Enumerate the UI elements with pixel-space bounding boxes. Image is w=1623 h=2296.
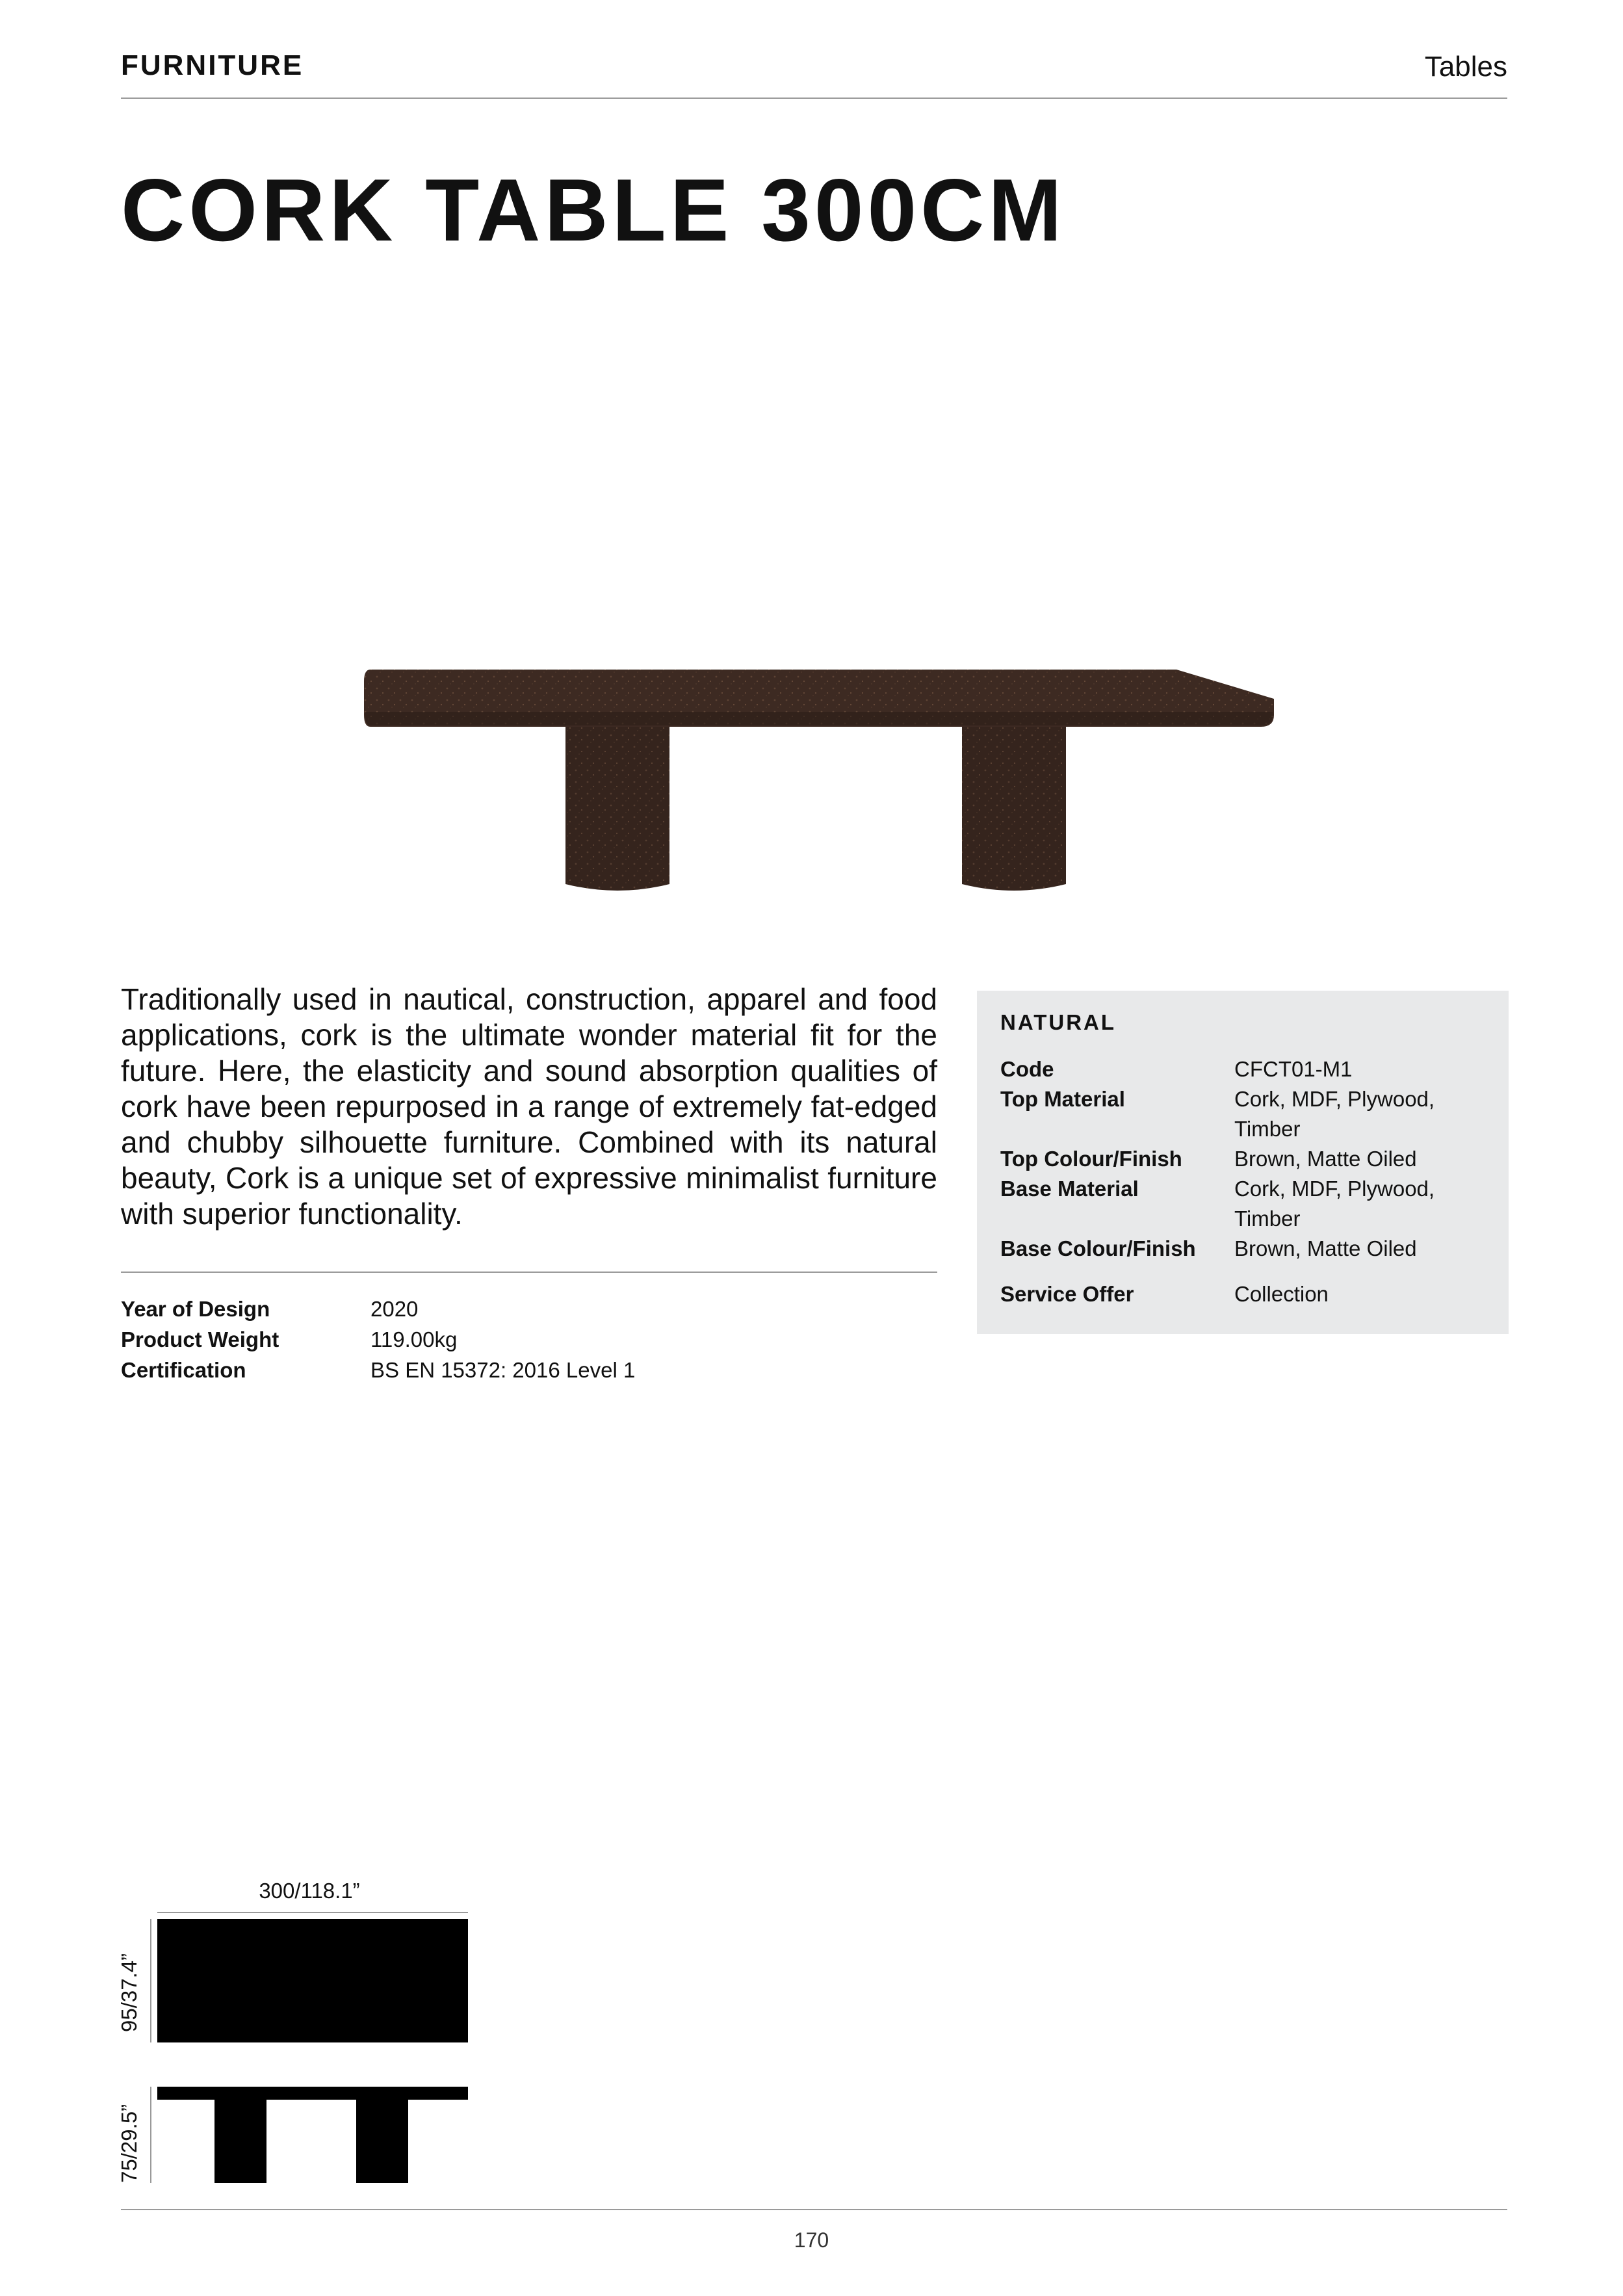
- spec-value: BS EN 15372: 2016 Level 1: [370, 1358, 636, 1382]
- footer-rule: [121, 2209, 1507, 2210]
- finish-row: [1000, 1234, 1481, 1264]
- finish-row: [1000, 1144, 1481, 1174]
- finish-value: Cork, MDF, Plywood, Timber: [1234, 1087, 1435, 1141]
- elevation-leg-left: [214, 2100, 266, 2183]
- finish-value: Collection: [1234, 1282, 1329, 1306]
- finish-label: Base Colour/Finish: [1000, 1236, 1196, 1260]
- product-description: Traditionally used in nautical, construction, apparel and food applications, cork is the ultimate wonder material fit for the future. Here, the elasticity and sound absorption qualities of cork have been repurposed in a range of extremely fat-edged and chubby silhouette furniture. Combined with its natural beauty, Cork is a unique set of expressive minimalist furniture with superior functionality.: [121, 982, 937, 1231]
- finish-value: CFCT01-M1: [1234, 1057, 1353, 1081]
- finish-label: Top Colour/Finish: [1000, 1147, 1182, 1171]
- product-photo: [351, 650, 1287, 910]
- spec-label: Certification: [121, 1358, 246, 1382]
- table-leg-right: [962, 727, 1066, 891]
- spec-label: Year of Design: [121, 1297, 270, 1321]
- depth-dimension-label: 95/37.4”: [117, 1953, 141, 2032]
- page-number: 170: [794, 2228, 829, 2252]
- page-title: CORK TABLE 300CM: [121, 161, 1066, 259]
- finish-panel: [977, 991, 1509, 1334]
- finish-label: Service Offer: [1000, 1282, 1134, 1306]
- section-label: FURNITURE: [121, 49, 304, 81]
- finish-label: Base Material: [1000, 1177, 1139, 1201]
- description-rule: [121, 1272, 937, 1273]
- spec-row: [121, 1294, 635, 1324]
- finish-value: Brown, Matte Oiled: [1234, 1147, 1417, 1171]
- finish-label: Code: [1000, 1057, 1054, 1081]
- finish-heading: NATURAL: [1000, 1010, 1117, 1034]
- elevation-leg-right: [356, 2100, 408, 2183]
- table-leg-left: [565, 727, 669, 891]
- finish-row: [1000, 1174, 1481, 1234]
- spec-value: 2020: [370, 1297, 419, 1321]
- category-label: Tables: [1424, 51, 1507, 83]
- dimension-drawing: [110, 1872, 487, 2197]
- finish-row: [1000, 1279, 1481, 1309]
- table-top: [364, 670, 1274, 727]
- plan-view: [157, 1919, 468, 2042]
- finish-value: Brown, Matte Oiled: [1234, 1236, 1417, 1260]
- header-rule: [121, 98, 1507, 99]
- spec-list: [121, 1294, 635, 1385]
- spec-value: 119.00kg: [370, 1327, 458, 1351]
- elevation-top: [157, 2087, 468, 2100]
- width-dimension-label: 300/118.1”: [259, 1879, 360, 1903]
- finish-row: [1000, 1054, 1481, 1084]
- spec-row: [121, 1355, 635, 1385]
- finish-value: Cork, MDF, Plywood, Timber: [1234, 1177, 1435, 1231]
- finish-label: Top Material: [1000, 1087, 1125, 1111]
- height-dimension-label: 75/29.5”: [117, 2104, 141, 2183]
- finish-row: [1000, 1084, 1481, 1144]
- spec-row: [121, 1324, 635, 1355]
- spec-label: Product Weight: [121, 1327, 279, 1351]
